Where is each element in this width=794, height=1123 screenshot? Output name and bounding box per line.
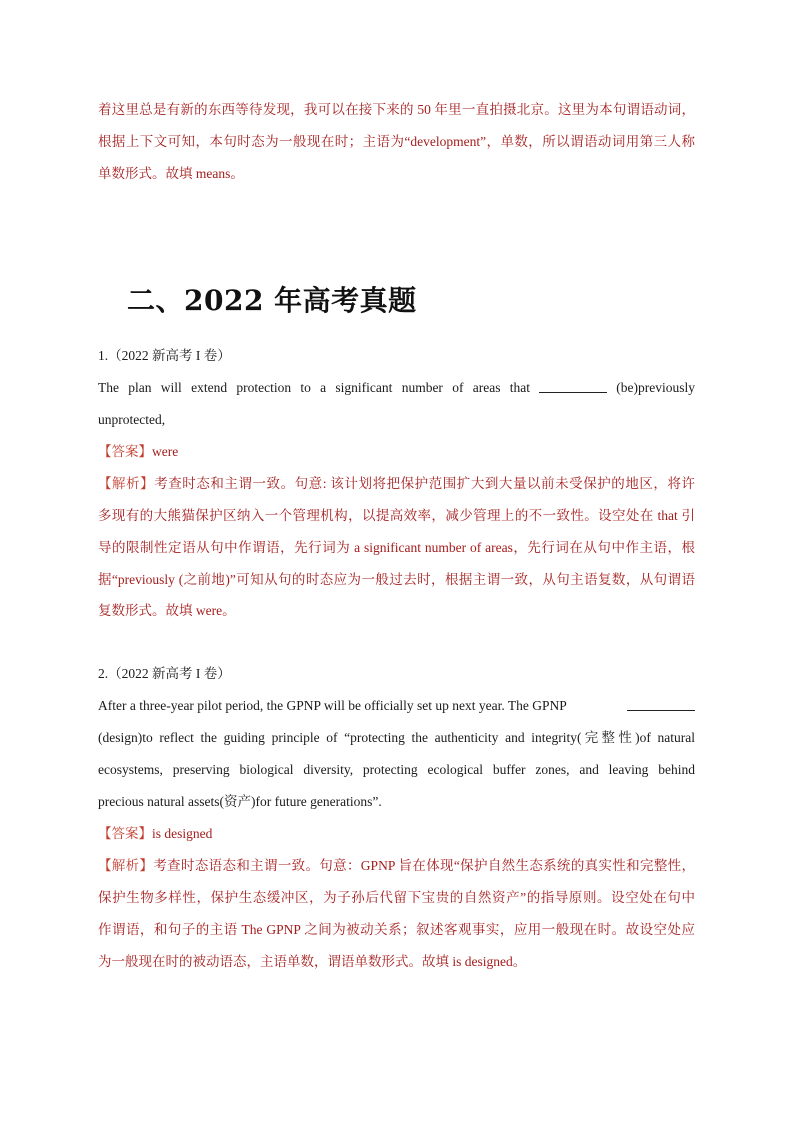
q2-analysis-line-4: 为一般现在时的被动语态，主语单数，谓语单数形式。故填 is designed。 [98,954,527,969]
q1-analysis-label: 【解析】 [98,476,155,491]
q1-analysis-text-1: 考查时态和主谓一致。句意: 该计划将把保护范围扩大到大量以前未受保护的地区，将许 [154,476,696,491]
q1-text-line-1 [98,378,695,398]
q1-text-part-b: (be)previously [616,380,695,395]
intro-line-2: 根据上下文可知，本句时态为一般现在时；主语为“development”，单数，所以谓语动词用第三人称 [98,134,695,149]
q2-text-line-4: precious natural assets(资产)for future generations”. [98,794,382,809]
q2-analysis-label: 【解析】 [98,858,154,873]
q2-answer-value: is designed [152,826,213,841]
q2-analysis-line-1 [98,856,695,876]
q2-answer-blank [627,696,695,711]
q1-analysis-line-1 [98,474,695,494]
q1-analysis-line-2: 多现有的大熊猫保护区纳入一个管理机构，以提高效率，减少管理上的不一致性。设空处在 that 引 [98,508,695,523]
intro-line-1: 着这里总是有新的东西等待发现，我可以在接下来的 50 年里一直拍摄北京。这里为本句谓语动词， [98,102,695,117]
q2-analysis-line-2: 保护生物多样性，保护生态缓冲区，为子孙后代留下宝贵的自然资产”的指导原则。设空处在句中 [98,890,695,905]
q1-text-part-a: The plan will extend protection to a significant number of areas that [98,380,530,395]
q2-analysis-line-3: 作谓语，和句子的主语 The GPNP 之间为被动关系；叙述客观事实，应用一般现在时。故设空处应 [98,922,695,937]
q2-text-line-2: (design)to reflect the guiding principle of “protecting the authenticity and integrity(完整性)of natural [98,730,695,745]
q1-analysis-line-3: 导的限制性定语从句中作谓语，先行词为 a significant number of areas，先行词在从句中作主语，根 [98,540,695,555]
q1-analysis-line-4: 据“previously (之前地)”可知从句的时态应为一般过去时，根据主谓一致，从句主语复数，从句谓语 [98,572,695,587]
q1-answer [98,442,695,462]
q1-source: 1.（2022 新高考 I 卷） [98,348,231,363]
q1-answer-blank [539,378,607,393]
q1-analysis-line-5: 复数形式。故填 were。 [98,603,236,618]
section-heading: 二、2022 年高考真题 [127,284,417,317]
q1-answer-label: 【答案】 [98,444,152,459]
intro-line-3: 单数形式。故填 means。 [98,166,244,181]
q1-answer-value: were [152,444,179,459]
q2-text-part-a: After a three-year pilot period, the GPNP will be officially set up next year. The GPNP [98,698,567,713]
q2-analysis-text-1: 考查时态语态和主谓一致。句意：GPNP 旨在体现“保护自然生态系统的真实性和完整性， [153,858,695,873]
q2-text-line-3: ecosystems, preserving biological diversity, protecting ecological buffer zones, and leaving behind [98,762,695,777]
q1-text-line-2: unprotected, [98,412,166,427]
q2-answer [98,824,695,844]
q2-text-line-1 [98,696,695,716]
q2-source: 2.（2022 新高考 I 卷） [98,666,231,681]
q2-answer-label: 【答案】 [98,826,152,841]
